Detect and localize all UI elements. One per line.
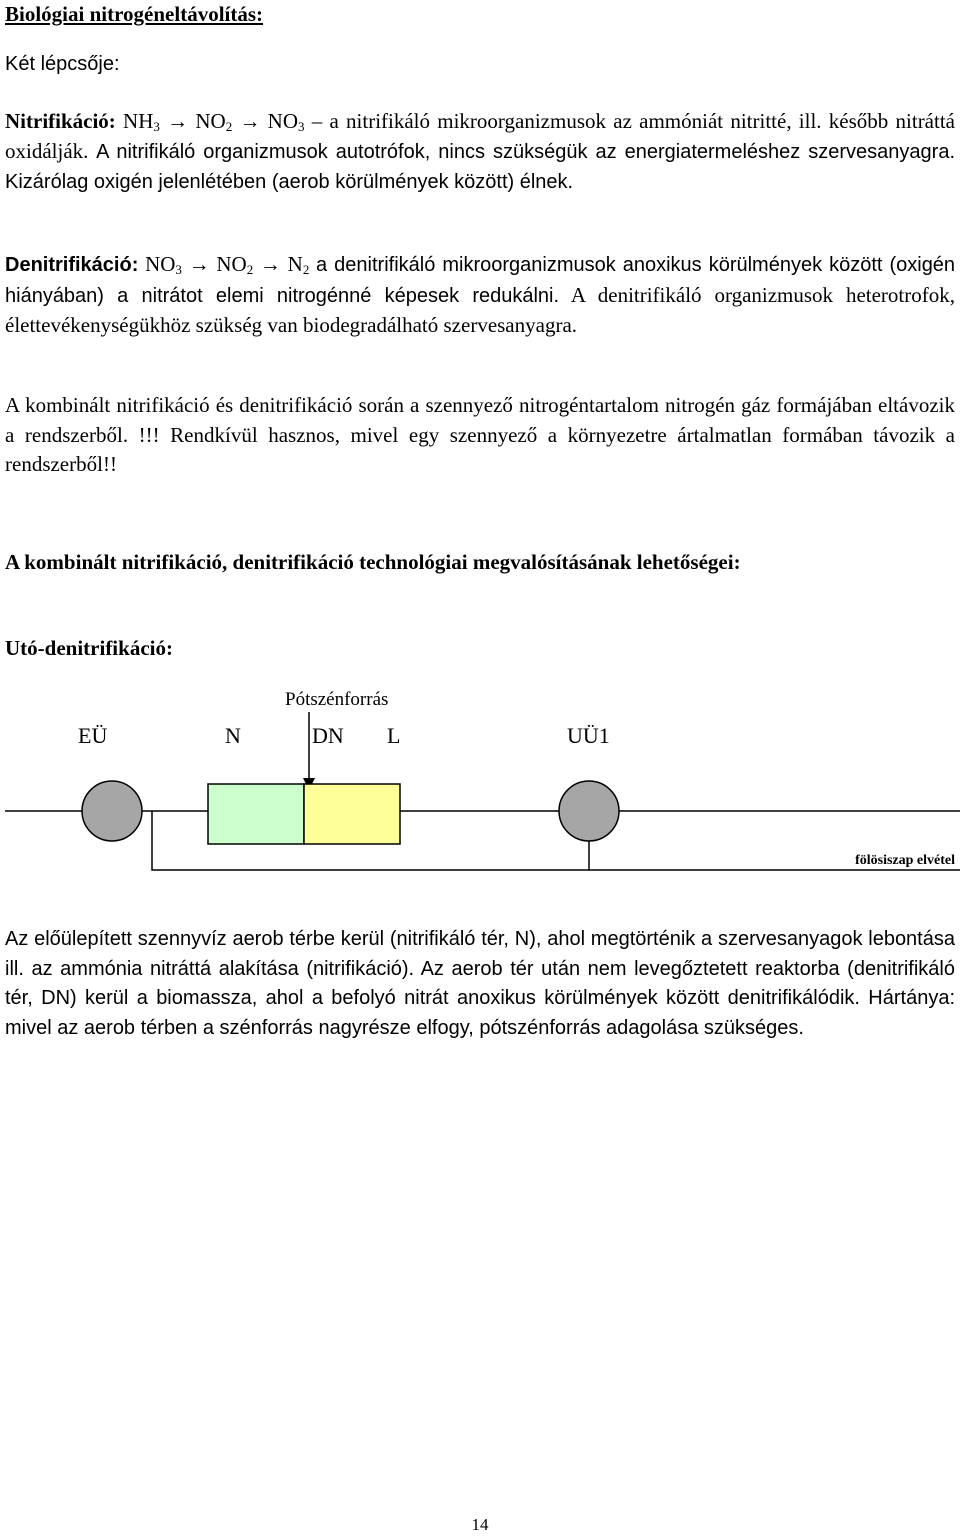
denitrification-text-sans: a denitrifikáló mikroorganizmusok anoxikus körülmények között (oxigén hiányában) a nitrátot elemi nitrogénné képesek redukálni.: [5, 254, 956, 307]
arrow-icon: →: [167, 109, 189, 133]
nitrification-label: Nitrifikáció:: [5, 109, 116, 133]
nitrification-text: a nitrifikáló mikroorganizmusok az ammóniát nitritté, ill. később nitráttá oxidálják.: [5, 109, 955, 163]
formula-no2: $NO_2$: [216, 252, 254, 277]
label-dn: DN: [312, 723, 344, 748]
section-title: A kombinált nitrifikáció, denitrifikáció technológiai megvalósításának lehetőségei:: [5, 550, 741, 574]
secondary-clarifier: [559, 781, 619, 841]
arrow-icon: →: [239, 109, 261, 133]
subsection-title: Utó-denitrifikáció:: [5, 636, 173, 660]
combined-paragraph: A kombinált nitrifikáció és denitrifikáció során a szennyező nitrogéntartalom nitrogén gáz formájában eltávozik a rendszerből. !!! Rendkívül hasznos, mivel egy szennyező a környezetre ártalmatlan formában távozik a rendszerből!!: [5, 393, 955, 476]
process-diagram: [5, 680, 960, 880]
label-uu1: UÜ1: [567, 723, 610, 748]
page-heading: Biológiai nitrogéneltávolítás:: [5, 2, 264, 26]
nitrification-paragraph: [5, 107, 955, 198]
denitrification-paragraph: [5, 250, 955, 341]
steps-label: Két lépcsője:: [5, 53, 120, 75]
denitrification-label: Denitrifikáció:: [5, 254, 139, 276]
primary-clarifier: [82, 781, 142, 841]
carbon-source-label: Pótszénforrás: [285, 689, 389, 710]
label-eu: EÜ: [78, 723, 108, 748]
label-n: N: [225, 723, 241, 748]
formula-n2: $N_2$: [287, 252, 310, 277]
arrow-icon: →: [188, 252, 210, 276]
formula-nh3: $NH_3$: [123, 109, 160, 134]
nitrification-tank: [208, 784, 304, 844]
description-paragraph: Az előülepített szennyvíz aerob térbe kerül (nitrifikáló tér, N), ahol megtörténik a szervesanyagok lebontása ill. az ammónia nitráttá alakítása (nitrifikáció). Az aerob tér után nem levegőztetett reaktorba (denitrifikáló tér, DN) kerül a biomassza, ahol a befolyó nitrát anoxikus körülmények között denitrifikálódik. Hártánya: mivel az aerob térben a szénforrás nagyrésze elfogy, pótszénforrás adagolása szükséges.: [5, 928, 955, 1039]
dash: –: [311, 109, 323, 133]
waste-sludge-label: fölösiszap elvétel: [855, 853, 955, 868]
denitrification-text: A denitrifikáló organizmusok heterotrofok, élettevékenységükhöz szükség van biodegradálható szervesanyagra.: [5, 282, 956, 337]
arrow-icon: →: [259, 252, 281, 276]
page-number: 14: [471, 1515, 489, 1534]
formula-no2: $NO_2$: [195, 109, 233, 134]
formula-no3: $NO_3$: [267, 109, 305, 134]
denitrification-tank: [304, 784, 400, 844]
nitrification-text-sans: A nitrifikáló organizmusok autotrófok, nincs szükségük az energiatermeléshez szervesanyagra. Kizárólag oxigén jelenlétében (aerob körülmények között) élnek.: [5, 140, 955, 193]
formula-no3: $NO_3$: [145, 252, 182, 277]
label-l: L: [387, 723, 401, 748]
